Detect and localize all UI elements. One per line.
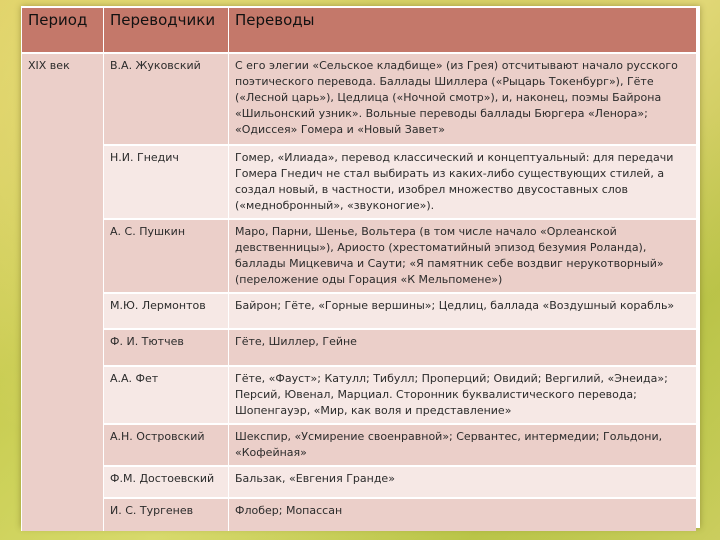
translator-cell: А.А. Фет <box>104 366 229 424</box>
translator-cell: В.А. Жуковский <box>104 53 229 145</box>
table-row <box>22 424 696 466</box>
translations-cell: Шекспир, «Усмирение своенравной»; Сервантес, интермедии; Гольдони, «Кофейная» <box>229 424 696 466</box>
slide-card <box>21 6 700 528</box>
translator-cell: Н.И. Гнедич <box>104 145 229 219</box>
translations-cell: Гомер, «Илиада», перевод классический и концептуальный: для передачи Гомера Гнедич не стал выбирать из каких-либо существующих стилей, а создал новый, в частности, изобрел множество двусоставных слов («меднобронный», «звуконогие»). <box>229 145 696 219</box>
translator-cell: М.Ю. Лермонтов <box>104 293 229 329</box>
translator-cell: А.Н. Островский <box>104 424 229 466</box>
table-row <box>22 466 696 498</box>
table-row <box>22 293 696 329</box>
translations-cell: Флобер; Мопассан <box>229 498 696 531</box>
translator-cell: Ф. И. Тютчев <box>104 329 229 366</box>
translations-cell: Маро, Парни, Шенье, Вольтера (в том числе начало «Орлеанской девственницы»), Ариосто (хрестоматийный эпизод безумия Роланда), баллады Мицкевича и Саути; «Я памятник себе воздвиг нерукотворный» (переложение оды Горация «К Мельпомене») <box>229 219 696 293</box>
period-cell: XIX век <box>22 53 104 531</box>
table-row <box>22 145 696 219</box>
table-row <box>22 366 696 424</box>
table-row <box>22 329 696 366</box>
translations-table <box>21 6 696 531</box>
translator-cell: И. С. Тургенев <box>104 498 229 531</box>
translations-cell: Гёте, «Фауст»; Катулл; Тибулл; Проперций; Овидий; Вергилий, «Энеида»; Персий, Ювенал, Марциал. Сторонник буквалистического перевода; Шопенгауэр, «Мир, как воля и представление» <box>229 366 696 424</box>
translations-cell: С его элегии «Сельское кладбище» (из Грея) отсчитывают начало русского поэтического перевода. Баллады Шиллера («Рыцарь Токенбург»), Гёте («Лесной царь»), Цедлица («Ночной смотр»), и, наконец, поэмы Байрона «Шильонский узник». Вольные переводы баллады Бюргера «Ленора»; «Одиссея» Гомера и «Новый Завет» <box>229 53 696 145</box>
translator-cell: А. С. Пушкин <box>104 219 229 293</box>
header-translators: Переводчики <box>104 7 229 53</box>
table-header-row <box>22 7 696 53</box>
table-row <box>22 219 696 293</box>
translations-cell: Байрон; Гёте, «Горные вершины»; Цедлиц, баллада «Воздушный корабль» <box>229 293 696 329</box>
translations-cell: Бальзак, «Евгения Гранде» <box>229 466 696 498</box>
translations-cell: Гёте, Шиллер, Гейне <box>229 329 696 366</box>
header-period: Период <box>22 7 104 53</box>
table-row <box>22 498 696 531</box>
table-row <box>22 53 696 145</box>
header-translations: Переводы <box>229 7 696 53</box>
translator-cell: Ф.М. Достоевский <box>104 466 229 498</box>
